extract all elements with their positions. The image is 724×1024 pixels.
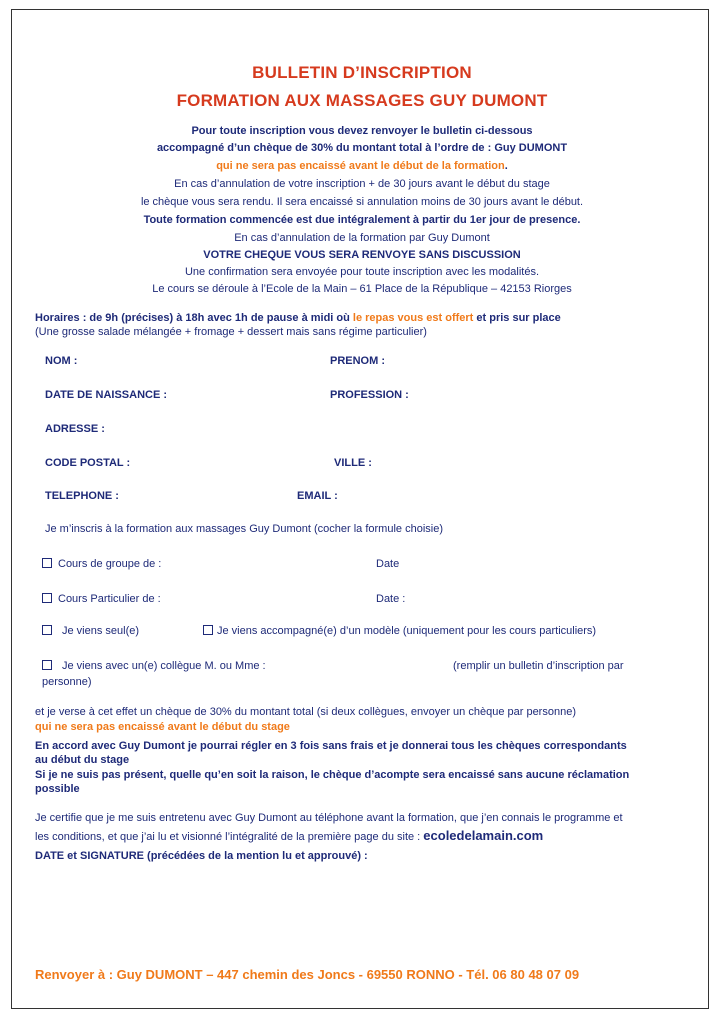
- payment-installments-2: au début du stage: [35, 754, 130, 766]
- intro-line-4: En cas d’annulation de votre inscription + de 30 jours avant le début du stage: [174, 178, 550, 190]
- hours-part-3: et pris sur place: [473, 312, 561, 324]
- option-particulier-date[interactable]: Date :: [376, 593, 406, 605]
- field-prenom[interactable]: PRENOM :: [330, 355, 385, 367]
- hours-meal-detail: (Une grosse salade mélangée + fromage + dessert mais sans régime particulier): [35, 326, 427, 338]
- intro-line-3-text: qui ne sera pas encaissé avant le début de la formation: [216, 160, 505, 172]
- return-address: Renvoyer à : Guy DUMONT – 447 chemin des Joncs - 69550 RONNO - Tél. 06 80 48 07 09: [35, 967, 580, 982]
- option-cours-groupe[interactable]: [42, 558, 161, 570]
- field-profession[interactable]: PROFESSION :: [330, 389, 409, 401]
- intro-line-7: En cas d’annulation de la formation par Guy Dumont: [234, 232, 490, 244]
- intro-line-5: le chèque vous sera rendu. Il sera encaissé si annulation moins de 30 jours avant le début.: [140, 196, 584, 208]
- payment-absence-2: possible: [35, 783, 80, 795]
- intro-line-3-period: .: [504, 160, 508, 172]
- option-collegue-note: (remplir un bulletin d’inscription par: [453, 660, 624, 672]
- field-nom[interactable]: NOM :: [45, 355, 78, 367]
- form-subtitle: FORMATION AUX MASSAGES GUY DUMONT: [176, 91, 548, 110]
- field-adresse[interactable]: ADRESSE :: [45, 423, 105, 435]
- option-cours-particulier-label: Cours Particulier de :: [58, 593, 161, 605]
- intro-line-10: Le cours se déroule à l’Ecole de la Main – 61 Place de la République – 42153 Riorges: [152, 283, 572, 295]
- certify-line-2-text: les conditions, et que j’ai lu et visionné l’intégralité de la première page du site :: [35, 831, 424, 843]
- payment-installments: En accord avec Guy Dumont je pourrai régler en 3 fois sans frais et je donnerai tous les chèques correspondants: [35, 740, 627, 752]
- checkbox-icon[interactable]: [42, 660, 52, 670]
- hours-line: [35, 312, 561, 324]
- payment-line-1: et je verse à cet effet un chèque de 30% du montant total (si deux collègues, envoyer un chèque par personne): [35, 706, 576, 718]
- checkbox-icon[interactable]: [203, 625, 213, 635]
- options-intro: Je m’inscris à la formation aux massages Guy Dumont (cocher la formule choisie): [45, 523, 443, 535]
- option-groupe-date[interactable]: Date: [376, 558, 400, 570]
- option-cours-particulier[interactable]: [42, 593, 161, 605]
- field-code-postal[interactable]: CODE POSTAL :: [45, 457, 131, 469]
- option-accompagne[interactable]: [203, 625, 596, 637]
- field-email[interactable]: EMAIL :: [297, 490, 338, 502]
- form-title: BULLETIN D’INSCRIPTION: [252, 63, 472, 82]
- option-collegue-note-2: personne): [42, 676, 92, 688]
- hours-meal-offered: le repas vous est offert: [352, 312, 474, 324]
- option-cours-groupe-label: Cours de groupe de :: [58, 558, 162, 570]
- option-seul-label: Je viens seul(e): [62, 625, 140, 637]
- field-telephone[interactable]: TELEPHONE :: [45, 490, 119, 502]
- checkbox-icon[interactable]: [42, 558, 52, 568]
- option-collegue[interactable]: [42, 660, 266, 672]
- hours-part-1: Horaires : de 9h (précises) à 18h avec 1h de pause à midi où: [35, 312, 353, 324]
- intro-line-1: Pour toute inscription vous devez renvoyer le bulletin ci-dessous: [191, 125, 533, 137]
- field-date-naissance[interactable]: DATE DE NAISSANCE :: [45, 389, 168, 401]
- payment-not-cashed: qui ne sera pas encaissé avant le début du stage: [35, 721, 290, 733]
- certify-line-1: Je certifie que je me suis entretenu avec Guy Dumont au téléphone avant la formation, que j’en connais le programme et: [35, 812, 623, 824]
- signature-field[interactable]: DATE et SIGNATURE (précédées de la mention lu et approuvé) :: [35, 850, 368, 862]
- option-accompagne-label: Je viens accompagné(e) d’un modèle (uniquement pour les cours particuliers): [217, 625, 597, 637]
- intro-line-9: Une confirmation sera envoyée pour toute inscription avec les modalités.: [184, 266, 540, 278]
- field-ville[interactable]: VILLE :: [334, 457, 372, 469]
- checkbox-icon[interactable]: [42, 625, 52, 635]
- payment-absence: Si je ne suis pas présent, quelle qu’en soit la raison, le chèque d’acompte sera encaissé sans aucune réclamation: [35, 769, 630, 781]
- checkbox-icon[interactable]: [42, 593, 52, 603]
- intro-line-3: [0, 160, 724, 173]
- intro-line-2: accompagné d’un chèque de 30% du montant total à l’ordre de : Guy DUMONT: [156, 142, 568, 154]
- option-collegue-label: Je viens avec un(e) collègue M. ou Mme :: [62, 660, 266, 672]
- intro-line-6: Toute formation commencée est due intégralement à partir du 1er jour de presence.: [143, 214, 581, 226]
- option-seul[interactable]: [42, 625, 139, 637]
- certify-line-2: [35, 828, 543, 843]
- intro-line-8: VOTRE CHEQUE VOUS SERA RENVOYE SANS DISCUSSION: [203, 249, 521, 261]
- site-link[interactable]: ecoledelamain.com: [423, 828, 544, 843]
